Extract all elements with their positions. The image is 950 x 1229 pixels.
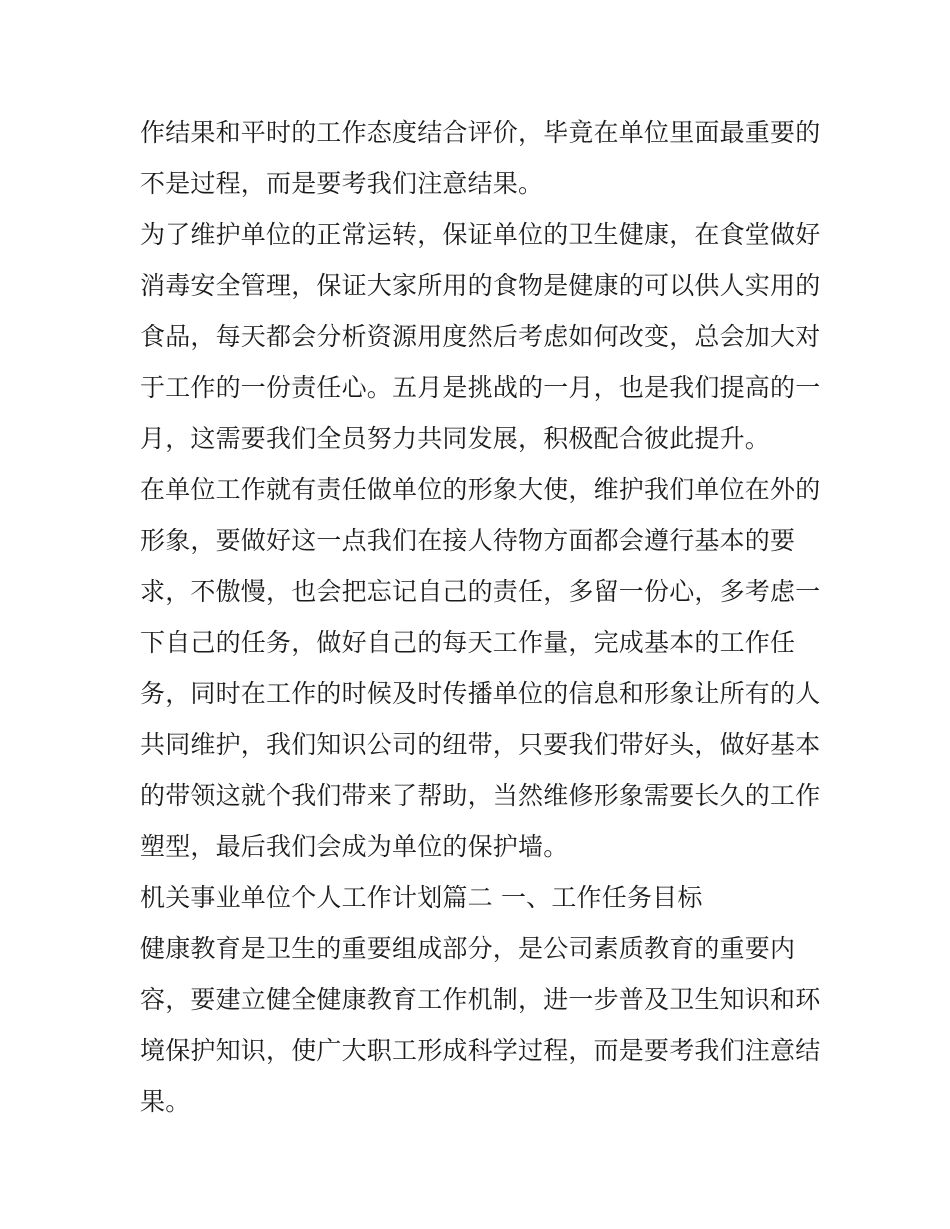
text-line: 下自己的任务，做好自己的每天工作量，完成基本的工作任 — [140, 628, 796, 657]
document-body — [140, 107, 821, 1127]
text-line: 的带领这就个我们带来了帮助，当然维修形象需要长久的工作 — [140, 781, 821, 810]
text-line: 食品，每天都会分析资源用度然后考虑如何改变，总会加大对 — [140, 322, 821, 351]
text-line: 塑型，最后我们会成为单位的保护墙。 — [140, 832, 569, 861]
text-line: 果。 — [140, 1087, 191, 1116]
text-line: 健康教育是卫生的重要组成部分，是公司素质教育的重要内 — [140, 934, 796, 963]
text-line: 共同维护，我们知识公司的纽带，只要我们带好头，做好基本 — [140, 730, 821, 759]
text-line: 作结果和平时的工作态度结合评价，毕竟在单位里面最重要的 — [140, 118, 821, 147]
text-line: 求，不傲慢，也会把忘记自己的责任，多留一份心，多考虑一 — [140, 577, 821, 606]
text-line: 于工作的一份责任心。五月是挑战的一月，也是我们提高的一 — [140, 373, 821, 402]
text-line: 消毒安全管理，保证大家所用的食物是健康的可以供人实用的 — [140, 271, 821, 300]
text-line: 月，这需要我们全员努力共同发展，积极配合彼此提升。 — [140, 424, 771, 453]
section-heading: 机关事业单位个人工作计划篇二 一、工作任务目标 — [140, 883, 703, 912]
text-line: 境保护知识，使广大职工形成科学过程，而是要考我们注意结 — [140, 1036, 821, 1065]
text-line: 在单位工作就有责任做单位的形象大使，维护我们单位在外的 — [140, 475, 821, 504]
text-line: 为了维护单位的正常运转，保证单位的卫生健康，在食堂做好 — [140, 220, 821, 249]
text-line: 务，同时在工作的时候及时传播单位的信息和形象让所有的人 — [140, 679, 821, 708]
text-line: 形象，要做好这一点我们在接人待物方面都会遵行基本的要 — [140, 526, 796, 555]
text-line: 不是过程，而是要考我们注意结果。 — [140, 169, 544, 198]
text-line: 容，要建立健全健康教育工作机制，进一步普及卫生知识和环 — [140, 985, 821, 1014]
